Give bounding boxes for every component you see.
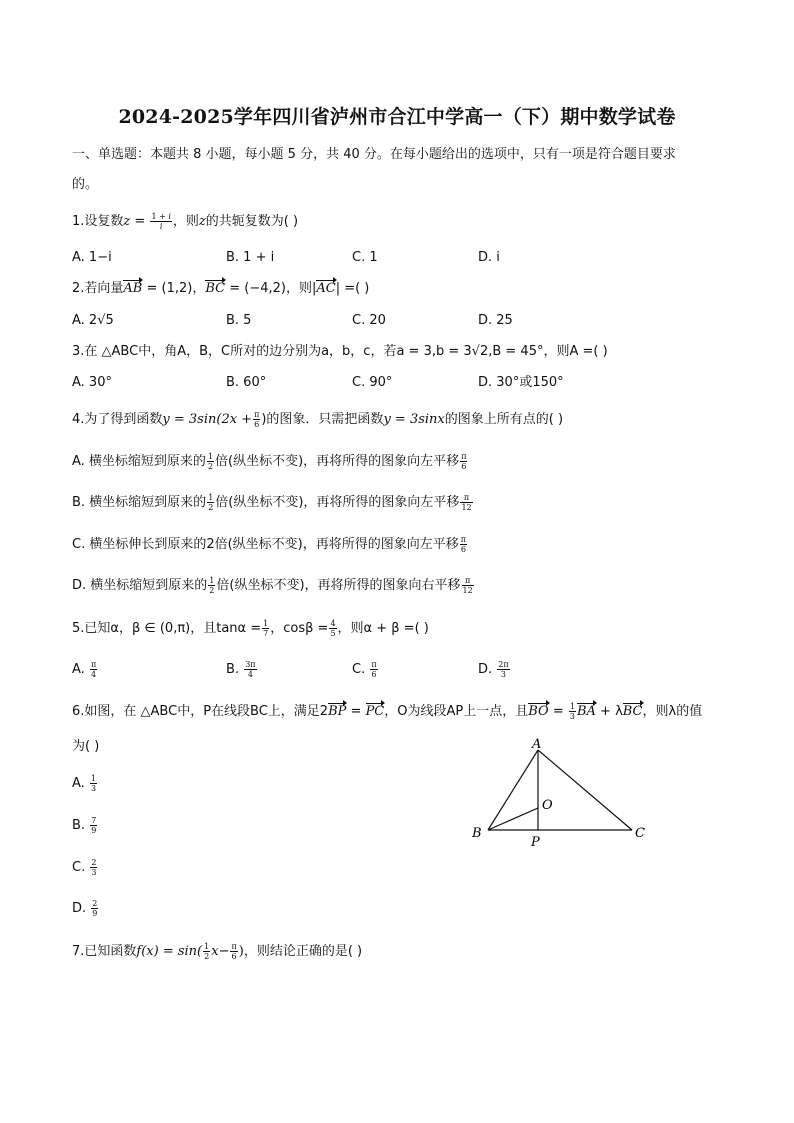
- q6-option-a[interactable]: A. $\frac{1}{3}$: [72, 774, 97, 793]
- question-4: 4.为了得到函数y = 3sin(2x + $\frac{\pi}{6}$ )的图象．只需把函数y = 3sinx的图象上所有点的( ): [72, 410, 564, 429]
- q5-option-c[interactable]: C. $\frac{\pi}{6}$: [352, 660, 377, 679]
- q6-option-d[interactable]: D. $\frac{2}{9}$: [72, 899, 98, 918]
- label-b: B: [472, 826, 482, 841]
- question-5: 5.已知α，β ∈ (0,π)，且tanα = $\frac{1}{7}$ ，cosβ = $\frac{4}{5}$ ，则α + β =( ): [72, 619, 429, 638]
- q5-option-b[interactable]: B. $\frac{3\pi}{4}$: [226, 660, 256, 679]
- q4-option-b[interactable]: B. 横坐标缩短到原来的 $\frac{1}{2}$ 倍(纵坐标不变)，再将所得的图象向左平移 $\frac{\pi}{12}$: [72, 493, 472, 512]
- q4-option-d[interactable]: D. 横坐标缩短到原来的 $\frac{1}{2}$ 倍(纵坐标不变)，再将所得的图象向右平移 $\frac{\pi}{12}$: [72, 576, 473, 595]
- q6-option-c[interactable]: C. $\frac{2}{3}$: [72, 858, 97, 877]
- q2-option-b[interactable]: B. 5: [226, 313, 252, 328]
- q3-option-a[interactable]: A. 30°: [72, 375, 112, 390]
- side-ac: [538, 750, 632, 830]
- question-6-cont: 为( ): [72, 739, 100, 754]
- q5-option-a[interactable]: A. $\frac{\pi}{4}$: [72, 660, 97, 679]
- triangle-figure: [460, 738, 660, 853]
- q1-option-c[interactable]: C. 1: [352, 250, 378, 265]
- page-title: 2024-2025学年四川省泸州市合江中学高一（下）期中数学试卷: [118, 106, 676, 128]
- question-6: 6.如图，在 △ABC中，P在线段BC上，满足2BP = PC，O为线段AP上一点，且BO = $\frac{1}{3}$ BA + λBC，则λ的值: [72, 702, 703, 721]
- question-3: 3.在 △ABC中，角A，B，C所对的边分别为a，b，c，若a = 3,b = 3√2,B = 45°，则A =( ): [72, 344, 608, 359]
- label-o: O: [542, 798, 553, 813]
- label-p: P: [531, 835, 540, 850]
- q2-option-c[interactable]: C. 20: [352, 313, 386, 328]
- question-2: 2.若向量AB = (1,2)，BC = (−4,2)，则|AC| =( ): [72, 281, 370, 296]
- q1-option-d[interactable]: D. i: [478, 250, 500, 265]
- section-heading-cont: 的。: [72, 177, 99, 192]
- side-ab: [488, 750, 538, 830]
- q3-option-c[interactable]: C. 90°: [352, 375, 393, 390]
- q4-option-c[interactable]: C. 横坐标伸长到原来的2倍(纵坐标不变)，再将所得的图象向左平移 $\frac{\pi}{6}$: [72, 535, 467, 554]
- label-a: A: [532, 738, 542, 752]
- q4-option-a[interactable]: A. 横坐标缩短到原来的 $\frac{1}{2}$ 倍(纵坐标不变)，再将所得的图象向左平移 $\frac{\pi}{6}$: [72, 452, 467, 471]
- q1-option-b[interactable]: B. 1 + i: [226, 250, 275, 265]
- section-heading: 一、单选题：本题共 8 小题，每小题 5 分，共 40 分。在每小题给出的选项中，只有一项是符合题目要求: [72, 147, 676, 162]
- q2-option-a[interactable]: A. 2√5: [72, 313, 114, 328]
- q2-option-d[interactable]: D. 25: [478, 313, 513, 328]
- q6-option-b[interactable]: B. $\frac{7}{9}$: [72, 816, 97, 835]
- question-1: 1.设复数z = $\frac{1 + i}{i}$ ，则z的共轭复数为( ): [72, 212, 299, 231]
- q3-option-d[interactable]: D. 30°或150°: [478, 375, 564, 390]
- label-c: C: [635, 826, 645, 841]
- q3-option-b[interactable]: B. 60°: [226, 375, 267, 390]
- q5-option-d[interactable]: D. $\frac{2\pi}{3}$: [478, 660, 509, 679]
- q1-option-a[interactable]: A. 1−i: [72, 250, 112, 265]
- question-7: 7.已知函数f(x) = sin( $\frac{1}{2}$ x− $\frac{\pi}{6}$ )，则结论正确的是( ): [72, 942, 363, 961]
